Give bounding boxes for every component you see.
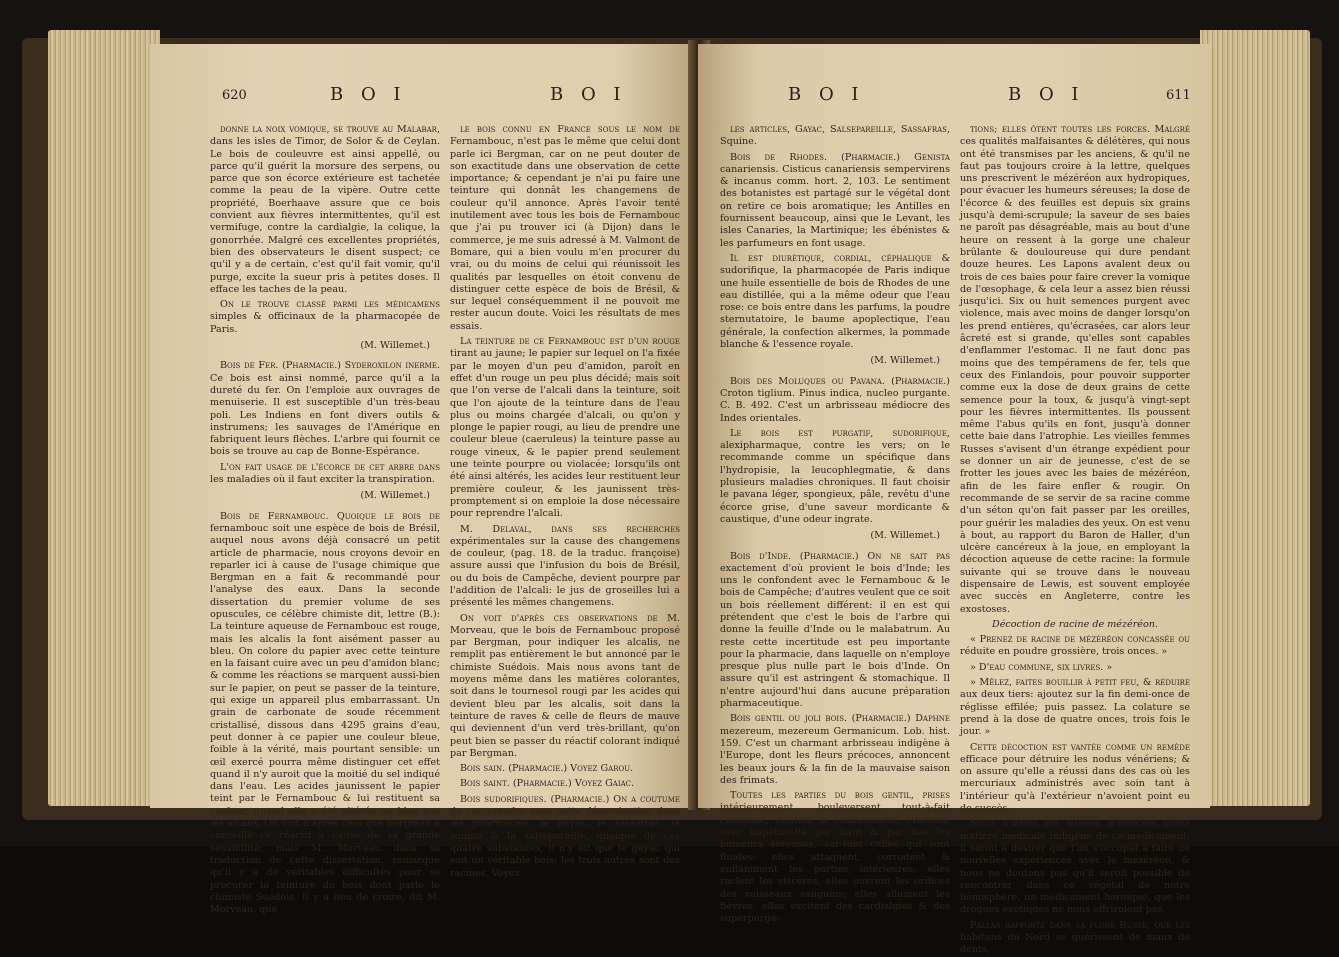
text-paragraph: Nous n'avons pas manqué d'enrichir notre matière médicale indigène de ce médicament; il seroit à désirer que l'on s'occupât à faire de nouvelles expériences avec le mézéréon, & nous ne doutons pas qu'il seroit possible de rencontrer dans ce végétal de notre hémisphère, un médicament héroïque, que les drogues exotiques ne nous offriroient pas. [960, 818, 1190, 916]
text-paragraph: Bois des Moluques ou Pavana. (Pharmacie.) Croton tiglium. Pinus indica, nucleo purgante. C. B. 492. C'est un arbrisseau médiocre des Indes orientales. [720, 375, 950, 424]
text-paragraph: Bois de Fernambouc. Quoique le bois de fernambouc soit une espèce de bois de Brésil, auquel nous avons déjà consacré un petit article de pharmacie, nous croyons devoir en reparler ici à cause de l'usage chimique que Bergman en a fait & recommandé pour l'analyse des eaux. Dans la seconde dissertation du premier volume de ses opuscules, ce célèbre chimiste dit, lettre (B.): La teinture aqueuse de Fernambouc est rouge, mais les alcalis la font aisément passer au bleu. On colore du papier avec cette teinture en la faisant cuire avec un peu d'amidon blanc; & comme les réactions se marquent aussi-bien sur le papier, on peut se passer de la teinture, qui exige un appareil plus embarrassant. Un grain de carbonate de soude récemment cristallisé, dissous dans 4295 grains d'eau, peut donner à ce papier une couleur bleue, foible à la vérité, mais pourtant sensible: un œil exercé pourra même distinguer cet effet quand il n'y auroit que la moitié du sel indiqué dans l'eau. Les acides jaunissent le papier teint par le Fernambouc & lui restituent sa couleur, quand elle a été altérée en bleu par les alcalis. On voit d'après cela que Bergman a conseillé ce réactif à cause de sa grande sensibilité; mais M. Morveau dans sa traduction de cette dissertation, remarque qu'il y a de véritables difficultés pour se procurer la teinture du bois dont parle le chimiste Suédois. Il y a lieu de croire, dit M. Morveau, que [210, 510, 440, 916]
right-page-header [698, 84, 1210, 118]
text-paragraph: Bois d'Inde. (Pharmacie.) On ne sait pas exactement d'où provient le bois d'Inde; les uns le confondent avec le Fernambouc & le bois de Campêche; d'autres veulent que ce soit un bois réellement différent: il en est qui prétendent que c'est le bois de l'arbre qui donne la feuille d'Inde ou le malabatrum. Au reste cette incertitude est peu importante pour la pharmacie, dans laquelle on n'employe presque plus nulle part le bois d'Inde. On assure qu'il est astringent & stomachique. Il n'entre aujourd'hui dans aucune préparation pharmaceutique. [720, 550, 950, 710]
right-page-edges [1200, 30, 1310, 806]
text-paragraph: Toutes les parties du bois gentil, prises intérieurement, bouleversent tout-à-fait l'estomac, excitent le vomissement, évacuent avec impétuosité par haut & par bas les humeurs séreuses, sur-tout celles qui sont fluides: elles attaquent, corrodent & enflamment les parties intérieures; elles raclent les viscères, elles ouvrent les orifices des vaisseaux sanguins; elles allument les fièvres, elles excitent des cardialgies & des superpurga- [720, 790, 950, 925]
left-page-number: 620 [222, 88, 247, 103]
text-paragraph: Bois de Rhodes. (Pharmacie.) Genista canariensis. Cisticus canariensis sempervirens & incanus comm. hort. 2, 103. Le sentiment des botanistes est partagé sur le végétal dont on retire ce bois aromatique; les Antilles en fournissent beaucoup, ainsi que le Levant, les isles Canaries, la Martinique; les ébénistes & les parfumeurs en font usage. [720, 151, 950, 249]
right-column-2 [960, 124, 1190, 956]
right-page-number: 611 [1166, 88, 1191, 103]
text-paragraph: tions; elles ôtent toutes les forces. Malgré ces qualités malfaisantes & délétères, qui nous ont été transmises par les anciens, & qu'il ne faut pas toujours croire à la lettre, quelques uns prescrivent le mézéréon aux hydropiques, pour évacuer les humeurs séreuses; la dose de l'écorce & des feuilles est depuis six grains jusqu'à demi-scrupule; la saveur de ses baies ne paroît pas désagréable, mais au bout d'une heure on ressent à la gorge une chaleur brûlante & douloureuse qui dure pendant douze heures. Les Lapons avalent deux ou trois de ces baies pour faire crever la vomique de l'œsophage, & cela leur a assez bien réussi jusqu'ici. Six ou huit semences purgent avec violence, mais avec moins de danger lorsqu'on les prend entières, qu'écrasées, car alors leur âcreté est si grande, qu'elles sont capables d'enflammer l'estomac. Il ne faut donc pas moins que des tempéramens de fer, tels que ceux des Finlandois, pour pouvoir supporter comme eux la dose de deux grains de cette semence pour la toux, & jusqu'à vingt-sept pour les fièvres intermittentes. Ils poussent même l'abus qu'ils en font, jusqu'à donner cette baie dans l'atrophie. Les vieilles femmes Russes s'avisent d'un étrange expédient pour se donner un air de jeunesse, c'est de se frotter les joues avec les baies de mézéréon, afin de les faire enfler & rougir. On recommande de se servir de sa racine comme d'un séton qu'on fait passer par les oreilles, pour guérir les maladies des yeux. On est venu à bout, au rapport du Baron de Haller, d'un ulcère cancéreux à la joue, en employant la décoction aqueuse de cette racine: la formule suivante qui se trouve dans le nouveau dispensaire de Lewis, est souvent employée avec succès en Angleterre, contre les exostoses. [960, 124, 1190, 615]
text-paragraph: le bois connu en France sous le nom de Fernambouc, n'est pas le même que celui dont parle ici Bergman, car on ne peut douter de son exactitude dans une observation de cette importance; & cependant je n'ai pu faire une teinture qui donnât les changemens de couleur qu'il annonce. Après l'avoir tenté inutilement avec tous les bois de Fernambouc que j'ai pu trouver ici (à Dijon) dans le commerce, je me suis adressé à M. Valmont de Bomare, qui a bien voulu m'en procurer du vrai, ou du moins de celui qui réunissoit les qualités par lesquelles on étoit convenu de distinguer cette espèce de bois de Brésil, & sur lequel conséquemment il ne pouvoit me rester aucun doute. Voici les résultats de mes essais. [450, 124, 680, 332]
text-paragraph: Bois de Fer. (Pharmacie.) Syderoxilon inerme. Ce bois est ainsi nommé, parce qu'il a la dureté du fer. On l'emploie aux ouvrages de menuiserie. Il est susceptible d'un très-beau poli. Les Indiens en font divers outils & instrumens; les sauvages de l'Amérique en fabriquent leurs flèches. L'arbre qui fournit ce bois se trouve au cap de Bonne-Espérance. [210, 360, 440, 458]
text-paragraph: » Mêlez, faites bouillir à petit feu, & réduire aux deux tiers: ajoutez sur la fin demi-once de réglisse effilée; puis passez. La colature se prend à la dose de quatre onces, trois fois le jour. » [960, 677, 1190, 738]
text-paragraph: L'on fait usage de l'écorce de cet arbre dans les maladies où il faut exciter la transpiration. [210, 461, 440, 486]
text-paragraph: M. Delaval, dans ses recherches expérimentales sur la cause des changemens de couleur, (pag. 18. de la traduc. françoise) assure aussi que l'infusion du bois de Brésil, ou du bois de Campêche, devient pourpre par l'addition de l'alcali: le jus de groseilles lui a présenté les mêmes changemens. [450, 523, 680, 609]
text-paragraph: Le bois est purgatif, sudorifique, alexipharmaque, contre les vers; on le recommande comme un spécifique dans l'hydropisie, la leucophlegmatie, & dans plusieurs maladies chroniques. Il faut choisir le pavana léger, spongieux, pâle, revêtu d'une écorce grise, d'une saveur mordicante & caustique, d'une odeur ingrate. [720, 427, 950, 525]
right-running-head-2: B O I [1008, 84, 1085, 105]
text-paragraph: Cette décoction est vantée comme un remède efficace pour détruire les nodus vénériens; & on assure qu'elle a réussi dans des cas où les mercuriaux administrés avec soin tant à l'intérieur qu'à l'extérieur n'avoient point eu de succès. [960, 741, 1190, 815]
text-paragraph: » D'eau commune, six livres. » [970, 661, 1113, 673]
text-paragraph: « Prenez de racine de mézéréon concassée ou réduite en poudre grossière, trois onces. » [960, 634, 1190, 658]
author-signature: (M. Willemet.) [870, 355, 940, 367]
left-page [150, 44, 698, 916]
text-paragraph: Bois sudorifiques. (Pharmacie.) On a coutume de comprendre sous cette dénomination dans les pharmacies, le gayac, le sassafras, la squine & la salsepareille, quoique de ces quatre substances, il n'y ait que le gayac qui soit un véritable bois; les trois autres sont des racines. Voyez [450, 793, 680, 879]
text-paragraph: On le trouve classé parmi les médicamens simples & officinaux de la pharmacopée de Paris. [210, 299, 440, 335]
text-paragraph: Pallas rapporte dans sa flore Russe, que les habitans du Nord se guérissent de maux de dents, [960, 919, 1190, 956]
right-page [698, 44, 1210, 956]
text-paragraph: Bois sain. (Pharmacie.) Voyez Garou. [460, 763, 634, 775]
left-running-head-1: B O I [330, 84, 407, 105]
text-paragraph: Bois gentil ou joli bois. (Pharmacie.) Daphne mezereum, mezereum Germanicum. Lob. hist. 159. C'est un charmant arbrisseau indigène à l'Europe, dont les fleurs précoces, annoncent les beaux jours & la fin de la mauvaise saison des frimats. [720, 713, 950, 786]
author-signature: (M. Willemet.) [360, 490, 430, 502]
left-running-head-2: B O I [550, 84, 627, 105]
text-paragraph: les articles, Gayac, Salsepareille, Sassafras, Squine. [720, 124, 950, 148]
left-column-2 [450, 124, 680, 879]
right-running-head-1: B O I [788, 84, 865, 105]
left-page-edges [48, 30, 160, 806]
right-column-1 [720, 124, 950, 925]
recipe-subtitle: Décoction de racine de mézéréon. [992, 618, 1158, 630]
text-paragraph: La teinture de ce Fernambouc est d'un rouge tirant au jaune; le papier sur lequel on l'a fixée par le moyen d'un peu d'amidon, paroît en effet d'un rouge un peu plus décidé; mais soit que l'on verse de l'alcali dans la teinture, soit que l'on ajoute de la teinture dans de l'eau plus ou moins chargée d'alcali, ou qu'on y plonge le papier rougi, au lieu de prendre une couleur bleue (caeruleus) la teinture passe au rouge vineux, & le papier prend seulement une teinte pourpre ou violacée; lorsqu'ils ont été ainsi altérés, les acides leur restituent leur première couleur, & les jaunissent très-promptement si on emploie la dose nécessaire pour reprendre l'alcali. [450, 336, 680, 520]
text-paragraph: Bois saint. (Pharmacie.) Voyez Gaiac. [460, 778, 635, 790]
text-paragraph: On voit d'après ces observations de M. Morveau, que le bois de Fernambouc proposé par Bergman, pour indiquer les alcalis, ne remplit pas entièrement le but annoncé par le chimiste Suédois. Mais nous avons tant de moyens même dans les matières colorantes, soit dans le tournesol rougi par les acides qui devient bleu par les alcalis, soit dans la teinture de raves & celle de fleurs de mauve qui deviennent d'un verd très-brillant, qu'on peut bien se passer du réactif colorant indiqué par Bergman. [450, 612, 680, 759]
author-signature: (M. Willemet.) [360, 340, 430, 352]
author-signature: (M. Willemet.) [870, 530, 940, 542]
text-paragraph: donne la noix vomique, se trouve au Malabar, dans les isles de Timor, de Solor & de Ceylan. Le bois de couleuvre est ainsi appellé, ou parce qu'il guérit la morsure des serpens, ou parce que son écorce extérieure est tachetée comme la peau de la vipère. Outre cette propriété, Boerhaave assure que ce bois convient aux fièvres intermittentes, qu'il est vermifuge, contre la cardialgie, la colique, la gonorrhée. Malgré ces excellentes propriétés, bien des observateurs le disent suspect; ce qu'il y a de certain, c'est qu'il fait vomir, qu'il purge, excite la sueur pris à petites doses. Il efface les taches de la peau. [210, 124, 440, 295]
left-column-1 [210, 124, 440, 916]
text-paragraph: Il est diurétique, cordial, céphalique & sudorifique, la pharmacopée de Paris indique une huile essentielle de bois de Rhodes de une eau distillée, qui a la même odeur que l'eau rose: ce bois entre dans les parfums, la poudre sternutatoire, le baume apoplectique, l'eau générale, la confection alkermes, la pommade blanche & l'essence royale. [720, 252, 950, 351]
left-page-header [150, 84, 698, 118]
